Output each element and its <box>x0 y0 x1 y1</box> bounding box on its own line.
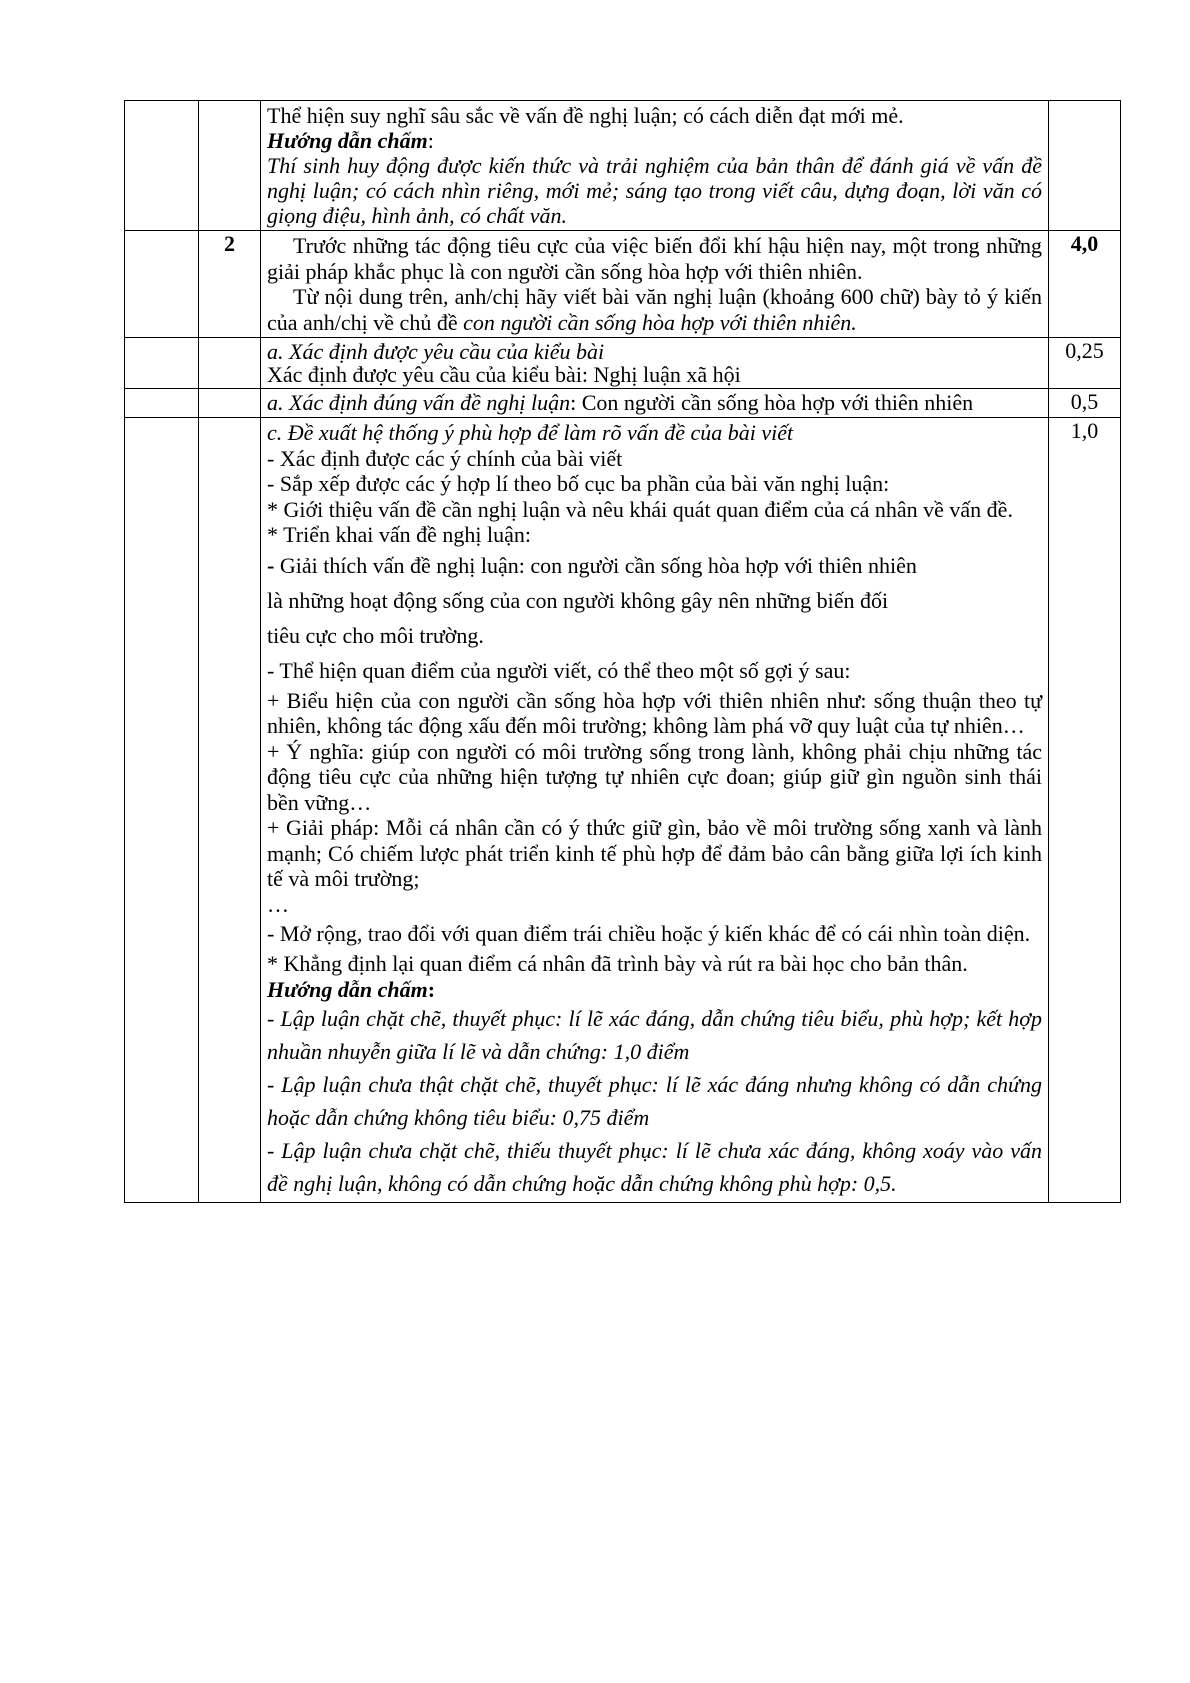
guide-heading: Hướng dẫn chấm: <box>267 976 436 1002</box>
section-cell <box>125 338 199 389</box>
guide-heading: Hướng dẫn chấm: <box>267 128 434 153</box>
outline-item: * Triển khai vấn đề nghị luận: <box>267 522 531 547</box>
question-number-cell <box>199 389 261 418</box>
prompt-paragraph: Trước những tác động tiêu cực của việc biến đổi khí hậu hiện nay, một trong những giải pháp khắc phục là con người cần sống hòa hợp với thiên nhiên. <box>267 233 1042 284</box>
question-number-cell <box>199 418 261 1203</box>
table-row <box>125 389 1121 418</box>
outline-item: … <box>267 891 289 917</box>
table-row <box>125 338 1121 389</box>
score-cell <box>1049 101 1121 231</box>
outline-item: - Mở rộng, trao đổi với quan điểm trái chiều hoặc ý kiến khác để có cái nhìn toàn diện. <box>267 921 1031 946</box>
prompt-paragraph: Từ nội dung trên, anh/chị hãy viết bài văn nghị luận (khoảng 600 chữ) bày tỏ ý kiến của anh/chị về chủ đề con người cần sống hòa hợp với thiên nhiên. <box>267 284 1042 335</box>
table-row <box>125 231 1121 338</box>
content-cell <box>261 338 1049 389</box>
grading-table <box>124 100 1121 1203</box>
guide-item: - Lập luận chưa thật chặt chẽ, thuyết phục: lí lẽ xác đáng nhưng không có dẫn chứng hoặc dẫn chứng không tiêu biểu: 0,75 điểm <box>267 1072 1042 1130</box>
question-number-cell <box>199 101 261 231</box>
criterion-text: Thể hiện suy nghĩ sâu sắc về vấn đề nghị luận; có cách diễn đạt mới mẻ. <box>267 103 904 128</box>
criterion-score: 0,5 <box>1049 389 1121 418</box>
question-number-cell <box>199 338 261 389</box>
criterion-title: c. Đề xuất hệ thống ý phù hợp để làm rõ vấn đề của bài viết <box>267 420 794 445</box>
criterion-score: 0,25 <box>1049 338 1121 389</box>
outline-item: - Giải thích vấn đề nghị luận: con người cần sống hòa hợp với thiên nhiên <box>267 552 917 578</box>
outline-item: - Xác định được các ý chính của bài viết <box>267 445 623 471</box>
criterion-title: a. Xác định được yêu cầu của kiểu bài <box>267 339 605 364</box>
outline-item-cont: là những hoạt động sống của con người không gây nên những biến đối <box>267 587 889 613</box>
guide-text: Thí sinh huy động được kiến thức và trải nghiệm của bản thân để đánh giá về vấn đề nghị luận; có cách nhìn riêng, mới mẻ; sáng tạo trong viết câu, dựng đoạn, lời văn có giọng điệu, hình ảnh, có chất văn. <box>267 153 1042 228</box>
criterion-score: 1,0 <box>1049 418 1121 1203</box>
section-cell <box>125 418 199 1203</box>
content-cell <box>261 101 1049 231</box>
outline-item: + Biểu hiện của con người cần sống hòa hợp với thiên nhiên như: sống thuận theo tự nhiên, không tác động xấu đến môi trường; không làm phá vỡ quy luật của tự nhiên… <box>267 687 1042 738</box>
total-score: 4,0 <box>1049 231 1121 338</box>
outline-item: - Thể hiện quan điểm của người viết, có thể theo một số gợi ý sau: <box>267 657 851 683</box>
section-cell <box>125 231 199 338</box>
outline-item-cont: tiêu cực cho môi trường. <box>267 622 484 648</box>
section-cell <box>125 389 199 418</box>
question-number: 2 <box>199 231 261 338</box>
content-cell <box>261 231 1049 338</box>
outline-item: * Giới thiệu vấn đề cần nghị luận và nêu khái quát quan điểm của cá nhân về vấn đề. <box>267 496 1013 522</box>
outline-item: * Khẳng định lại quan điểm cá nhân đã trình bày và rút ra bài học cho bản thân. <box>267 951 968 976</box>
criterion-text: Xác định được yêu cầu của kiểu bài: Nghị luận xã hội <box>267 362 741 387</box>
section-cell <box>125 101 199 231</box>
content-cell <box>261 418 1049 1203</box>
outline-item: + Ý nghĩa: giúp con người có môi trường sống trong lành, không phải chịu những tác động tiêu cực của những hiện tượng tự nhiên cực đoan; giúp giữ gìn nguồn sinh thái bền vững… <box>267 738 1042 815</box>
guide-item: - Lập luận chặt chẽ, thuyết phục: lí lẽ xác đáng, dẫn chứng tiêu biểu, phù hợp; kết hợp nhuần nhuyễn giữa lí lẽ và dẫn chứng: 1,0 điểm <box>267 1006 1042 1064</box>
table-row <box>125 418 1121 1203</box>
guide-item: - Lập luận chưa chặt chẽ, thiếu thuyết phục: lí lẽ chưa xác đáng, không xoáy vào vấn đề nghị luận, không có dẫn chứng hoặc dẫn chứng không phù hợp: 0,5. <box>267 1138 1042 1196</box>
outline-item: + Giải pháp: Mỗi cá nhân cần có ý thức giữ gìn, bảo về môi trường sống xanh và lành mạnh; Có chiếm lược phát triển kinh tế phù hợp để đảm bảo cân bằng giữa lợi ích kinh tế và môi trường; <box>267 815 1042 891</box>
content-cell <box>261 389 1049 418</box>
outline-item: - Sắp xếp được các ý hợp lí theo bố cục ba phần của bài văn nghị luận: <box>267 471 890 496</box>
criterion-text: a. Xác định đúng vấn đề nghị luận: Con người cần sống hòa hợp với thiên nhiên <box>267 390 974 415</box>
table-row <box>125 101 1121 231</box>
